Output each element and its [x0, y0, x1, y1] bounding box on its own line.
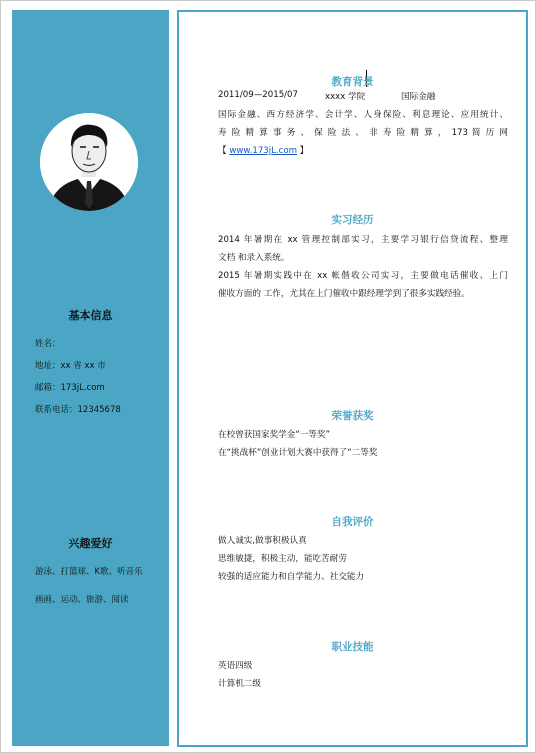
education-courses: 寿 险 精 算 事 务 、 保 险 法 、 非 寿 险 精 算 ， 173 简 历 网 — [218, 128, 508, 138]
basic-info-heading: 基本信息 — [68, 309, 113, 322]
education-link-line — [218, 144, 308, 156]
address-field: 地址：xx 省 xx 市 — [35, 361, 106, 371]
honors-heading: 荣誉获奖 — [331, 410, 374, 422]
hobbies-line: 游泳、打篮球、K歌、听音乐 — [35, 567, 143, 577]
education-school: xxxx 学院 — [325, 92, 366, 102]
person-portrait-icon — [40, 113, 138, 211]
skills-heading: 职业技能 — [331, 641, 374, 653]
self-eval-heading: 自我评价 — [331, 516, 374, 528]
email-field: 邮箱：173jL.com — [35, 383, 105, 393]
honors-line: 在校曾获国家奖学金“一等奖” — [218, 430, 331, 440]
education-courses: 国际金融、西方经济学、会计学、人身保险、利息理论、应用统计、 — [218, 110, 508, 120]
name-field: 姓名： — [35, 339, 61, 349]
education-major: 国际金融 — [401, 92, 436, 102]
skills-line: 计算机二级 — [218, 679, 261, 689]
bracket-close: 】 — [299, 146, 309, 156]
self-eval-line: 思维敏捷，积极主动，能吃苦耐劳 — [218, 554, 347, 564]
internship-line: 催收方面的 工作，尤其在上门催收中跟经理学到了很多实践经验。 — [218, 289, 470, 299]
honors-line: 在“挑战杯”创业计划大赛中获得了“二等奖 — [218, 448, 378, 458]
self-eval-line: 较强的适应能力和自学能力、社交能力 — [218, 572, 365, 582]
education-heading: 教育背景 — [331, 76, 374, 88]
internship-heading: 实习经历 — [331, 214, 374, 226]
education-dates: 2011/09—2015/07 — [218, 90, 298, 100]
website-link[interactable]: www.173jL.com — [229, 146, 298, 156]
self-eval-line: 做人诚实,做事积极认真 — [218, 536, 307, 546]
phone-field: 联系电话：12345678 — [35, 405, 121, 415]
bracket-open: 【 — [218, 146, 227, 156]
hobbies-line: 画画、运动、旅游、阅读 — [35, 595, 129, 605]
skills-line: 英语四级 — [218, 661, 253, 671]
internship-line: 2014 年暑期在 xx 管理控制部实习，主要学习银行信贷流程、整理 — [218, 235, 508, 245]
content-frame — [177, 10, 528, 747]
profile-photo — [40, 113, 138, 211]
hobbies-heading: 兴趣爱好 — [68, 537, 113, 550]
internship-line: 文档 和录入系统。 — [218, 253, 290, 263]
internship-line: 2015 年暑期实践中在 xx 帐偕收公司实习，主要做电话催收、上门 — [218, 271, 508, 281]
